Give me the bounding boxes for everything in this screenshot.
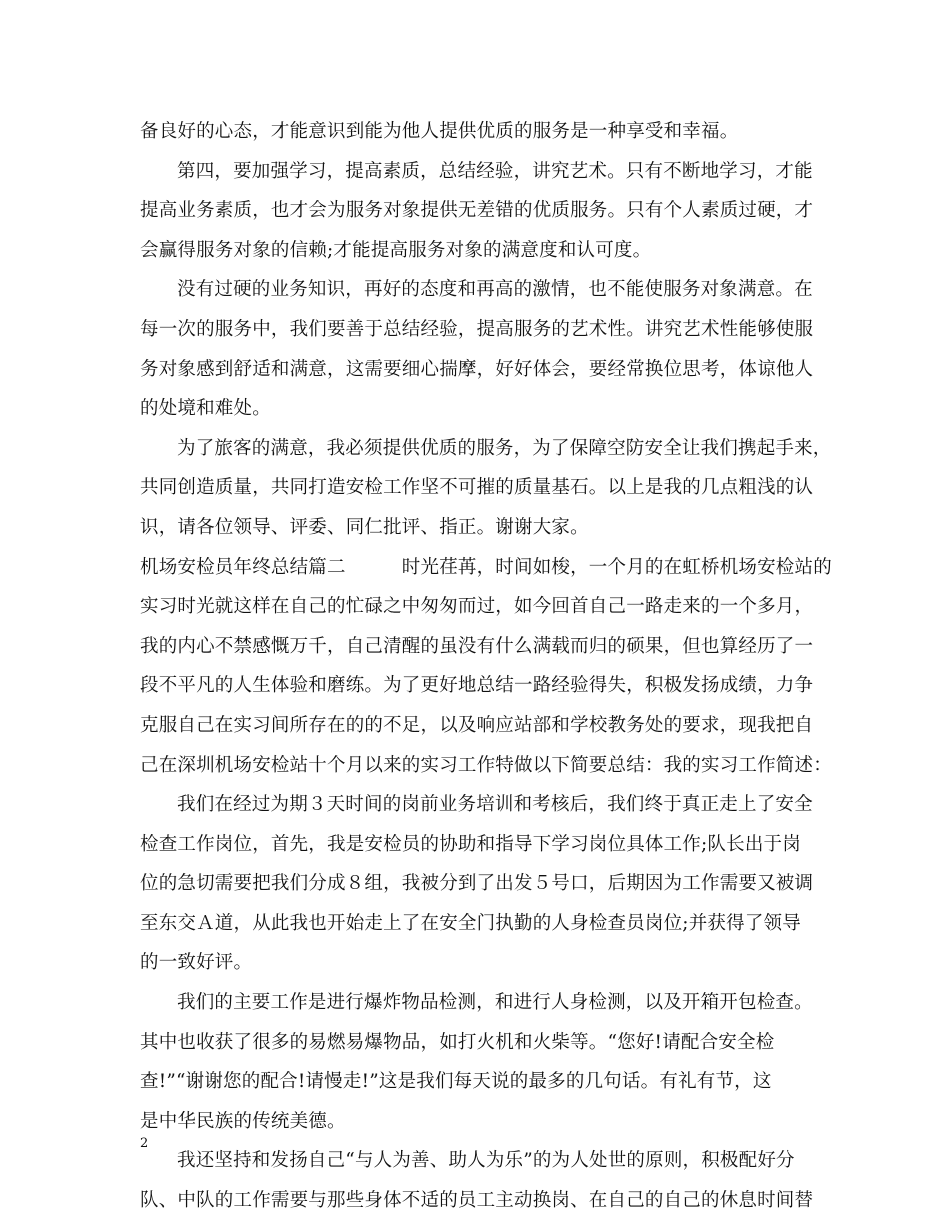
text-line: 没有过硬的业务知识，再好的态度和再高的激情，也不能使服务对象满意。在 <box>177 279 813 301</box>
text-line: 我还坚持和发扬自己“与人为善、助人为乐”的为人处世的原则，积极配好分 <box>177 1150 795 1172</box>
text-line: 共同创造质量，共同打造安检工作坚不可摧的质量基石。以上是我的几点粗浅的认 <box>140 477 814 499</box>
text-line: 每一次的服务中，我们要善于总结经验，提高服务的艺术性。讲究艺术性能够使服 <box>140 318 814 340</box>
body-text <box>140 112 832 1221</box>
text-line: 的处境和难处。 <box>140 398 271 420</box>
text-line: 查!”“谢谢您的配合!请慢走!”这是我们每天说的最多的几句话。有礼有节，这 <box>140 1071 772 1093</box>
text-line: 会赢得服务对象的信赖;才能提高服务对象的满意度和认可度。 <box>140 239 652 261</box>
text-line: 实习时光就这样在自己的忙碌之中匆匆而过，如今回首自己一路走来的一个多月， <box>140 596 814 618</box>
page-number: 2 <box>140 1136 149 1151</box>
text-line: 其中也收获了很多的易燃易爆物品，如打火机和火柴等。“您好!请配合安全检 <box>140 1031 775 1053</box>
text-line: 我的内心不禁感慨万千，自己清醒的虽没有什么满载而归的硕果，但也算经历了一 <box>140 635 814 657</box>
text-line: 我们在经过为期３天时间的岗前业务培训和考核后，我们终于真正走上了安全 <box>177 794 813 816</box>
text-line: 为了旅客的满意，我必须提供优质的服务，为了保障空防安全让我们携起手来， <box>177 437 832 459</box>
text-line: 队、中队的工作需要与那些身体不适的员工主动换岗、在自己的自己的休息时间替 <box>140 1190 814 1212</box>
text-line: 识，请各位领导、评委、同仁批评、指正。谢谢大家。 <box>140 516 589 538</box>
text-line: 提高业务素质，也才会为服务对象提供无差错的优质服务。只有个人素质过硬，才 <box>140 200 814 222</box>
text-line: 第四，要加强学习，提高素质，总结经验，讲究艺术。只有不断地学习，才能 <box>177 160 813 182</box>
text-line: 机场安检员年终总结篇二 时光荏苒，时间如梭，一个月的在虹桥机场安检站的 <box>140 556 832 578</box>
text-line: 至东交Ａ道，从此我也开始走上了在安全门执勤的人身检查员岗位;并获得了领导 <box>140 912 801 934</box>
text-line: 备良好的心态，才能意识到能为他人提供优质的服务是一种享受和幸福。 <box>140 121 739 142</box>
text-line: 己在深圳机场安检站十个月以来的实习工作特做以下简要总结：我的实习工作简述： <box>140 754 832 776</box>
text-line: 位的急切需要把我们分成８组，我被分到了出发５号口，后期因为工作需要又被调 <box>140 873 814 895</box>
text-line: 克服自己在实习间所存在的的不足，以及响应站部和学校教务处的要求，现我把自 <box>140 714 814 736</box>
text-line: 务对象感到舒适和满意，这需要细心揣摩，好好体会，要经常换位思考，体谅他人 <box>140 358 814 380</box>
text-line: 段不平凡的人生体验和磨练。为了更好地总结一路经验得失，积极发扬成绩，力争 <box>140 675 814 697</box>
text-line: 我们的主要工作是进行爆炸物品检测，和进行人身检测，以及开箱开包检查。 <box>177 992 813 1014</box>
text-line: 检查工作岗位，首先，我是安检员的协助和指导下学习岗位具体工作;队长出于岗 <box>140 833 801 855</box>
text-line: 的一致好评。 <box>140 952 253 974</box>
text-line: 是中华民族的传统美德。 <box>140 1110 346 1132</box>
